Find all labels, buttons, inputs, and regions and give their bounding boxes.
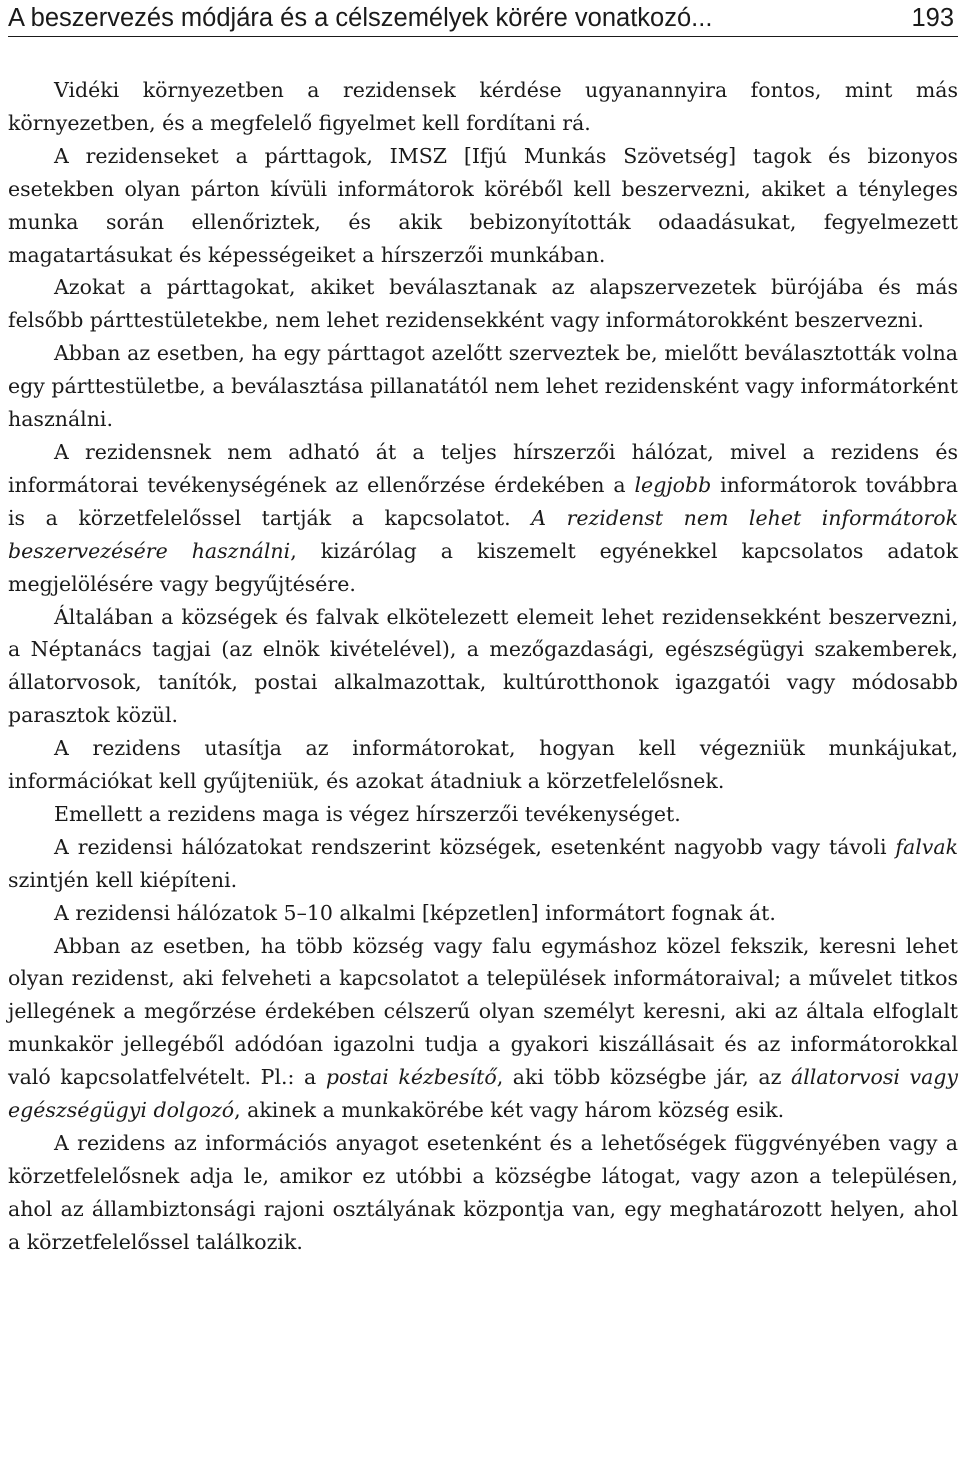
text-run: Azokat a párttagokat, akiket beválasztanak az alapszervezetek bürójába és más felsőbb párttestületekbe, nem lehet rezidensekként vagy informátorokként beszervezni. bbox=[8, 275, 958, 333]
text-run: Vidéki környezetben a rezidensek kérdése ugyanannyira fontos, mint más környezetben, és a megfelelő figyelmet kell fordítani rá. bbox=[8, 78, 958, 135]
paragraph bbox=[8, 897, 958, 930]
running-header bbox=[8, 0, 958, 37]
text-run: A rezidensnek nem adható át a teljes hírszerzői hálózat, mivel a rezidens és informátorai tevékenységének az ellenőrzése érdekében a bbox=[8, 439, 958, 497]
italic-text: állatorvosi vagy egészségügyi dolgozó bbox=[8, 1065, 959, 1123]
paragraph bbox=[8, 74, 958, 140]
paragraph bbox=[8, 831, 958, 897]
text-run: Általában a községek és falvak elkötelezett elemeit lehet rezidensekként beszervezni, a Néptanács tagjai (az elnök kivételével), a mezőgazdasági, egészségügyi szakemberek, állatorvosok, tanítók, postai alkalmazottak, kultúrotthonok igazgatói vagy módosabb parasztok közül. bbox=[8, 604, 958, 728]
paragraph bbox=[8, 798, 958, 831]
paragraph bbox=[8, 601, 958, 733]
paragraph bbox=[8, 436, 958, 601]
paragraph bbox=[8, 930, 958, 1127]
paragraph bbox=[8, 337, 958, 436]
text-run: szintjén kell kiépíteni. bbox=[8, 867, 238, 892]
paragraph bbox=[8, 271, 958, 337]
italic-text: legjobb bbox=[634, 472, 712, 497]
text-run: A rezidens az információs anyagot esetenként és a lehetőségek függvényében vagy a körzetfelelősnek adja le, amikor ez utóbbi a községbe látogat, vagy azon a településen, ahol az állambiztonsági rajoni osztályának központja van, egy meghatározott helyen, ahol a körzetfelelőssel találkozik. bbox=[8, 1131, 958, 1254]
page-number: 193 bbox=[911, 4, 954, 32]
text-run: A rezidensi hálózatokat rendszerint községek, esetenként nagyobb vagy távoli bbox=[54, 834, 896, 859]
paragraph bbox=[8, 1127, 958, 1259]
text-run: , kizárólag a kiszemelt egyénekkel kapcsolatos adatok megjelölésére vagy begyűjtésére. bbox=[8, 538, 958, 596]
text-run: A rezidensi hálózatok 5–10 alkalmi [képzetlen] informátort fognak át. bbox=[54, 900, 776, 925]
text-run: Abban az esetben, ha több község vagy falu egymáshoz közel fekszik, keresni lehet olyan rezidenst, aki felveheti a kapcsolatot a települések informátoraival; a művelet titkos jellegének a megőrzése érdekében célszerű olyan személyt keresni, aki az általa elfoglalt munkakör jellegéből adódóan igazolni tudja a gyakori kiszállásait és az informátorokkal való kapcsolatfelvételt. Pl.: a bbox=[8, 933, 958, 1090]
text-run: , aki több községbe jár, az bbox=[496, 1065, 791, 1090]
text-run: Abban az esetben, ha egy párttagot azelőtt szerveztek be, mielőtt beválasztották volna egy párttestületbe, a beválasztása pillanatától nem lehet rezidensként vagy informátorként használni. bbox=[8, 341, 958, 432]
text-run: Emellett a rezidens maga is végez hírszerzői tevékenységet. bbox=[54, 801, 681, 826]
text-run: informátorok továbbra is a körzetfelelőssel tartják a kapcsolatot. bbox=[8, 472, 958, 530]
text-run: A rezidens utasítja az informátorokat, hogyan kell végezniük munkájukat, információkat kell gyűjteniük, és azokat átadniuk a körzetfelelősnek. bbox=[8, 736, 958, 794]
text-run: A rezidenseket a párttagok, IMSZ [Ifjú Munkás Szövetség] tagok és bizonyos esetekben olyan párton kívüli informátorok köréből kell beszervezni, akiket a tényleges munka során ellenőriztek, és akik bebizonyították odaadásukat, fegyelmezett magatartásukat és képességeiket a hírszerzői munkában. bbox=[8, 143, 958, 267]
document-page bbox=[8, 0, 958, 1259]
paragraph bbox=[8, 140, 958, 272]
paragraph bbox=[8, 732, 958, 798]
italic-text: falvak bbox=[895, 834, 958, 859]
text-run: , akinek a munkakörébe két vagy három község esik. bbox=[234, 1098, 785, 1123]
italic-text: A rezidenst nem lehet informátorok beszervezésére használni bbox=[8, 505, 959, 563]
chapter-title: A beszervezés módjára és a célszemélyek körére vonatkozó... bbox=[8, 4, 713, 32]
italic-text: postai kézbesítő bbox=[325, 1065, 497, 1090]
body-text bbox=[8, 74, 958, 1259]
